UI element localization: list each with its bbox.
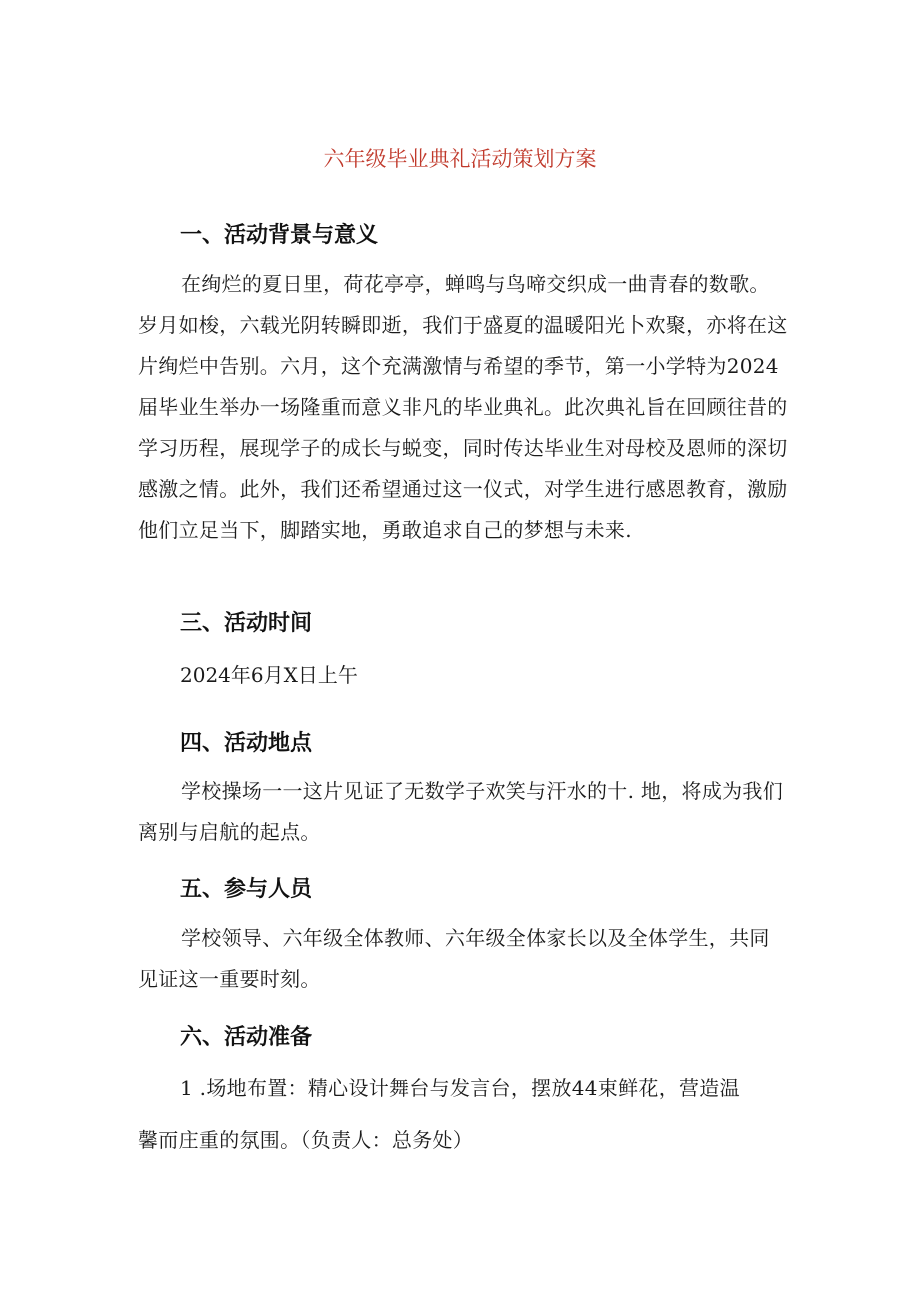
section-heading-participants: 五、参与人员 — [180, 877, 313, 902]
preparation-item-1-line-1: 1 .场地布置：精心设计舞台与发言台，摆放44束鲜花，营造温 — [180, 1076, 740, 1100]
section-body-location: 学校操场一一这片见证了无数学子欢笑与汗水的十. 地，将成为我们离别与启航的起点。 — [138, 779, 784, 844]
section-heading-preparation: 六、活动准备 — [180, 1025, 313, 1050]
section-heading-background: 一、活动背景与意义 — [180, 223, 379, 248]
section-body-participants: 学校领导、六年级全体教师、六年级全体家长以及全体学生，共同见证这一重要时刻。 — [138, 926, 770, 991]
section-body-time: 2024年6月X日上午 — [180, 663, 358, 687]
document-title: 六年级毕业典礼活动策划方案 — [323, 147, 597, 171]
section-heading-time: 三、活动时间 — [180, 611, 313, 636]
section-heading-location: 四、活动地点 — [180, 731, 313, 756]
section-body-background: 在绚烂的夏日里，荷花亭亭，蝉鸣与鸟啼交织成一曲青春的数歌。岁月如梭，六载光阴转瞬即逝，我们于盛夏的温暖阳光卜欢聚，亦将在这片绚烂中告别。六月，这个充满激情与希望的季节，第一小学特为2024届毕业生举办一场隆重而意义非凡的毕业典礼。此次典礼旨在回顾往昔的学习历程，展现学子的成长与蜕变，同时传达毕业生对母校及恩师的深切感激之情。此外，我们还希望通过这一仪式，对学生进行感恩教育，激励他们立足当下，脚踏实地，勇敢追求自己的梦想与未来. — [138, 272, 788, 542]
preparation-item-1-line-2: 馨而庄重的氛围。（负责人：总务处） — [138, 1128, 474, 1152]
